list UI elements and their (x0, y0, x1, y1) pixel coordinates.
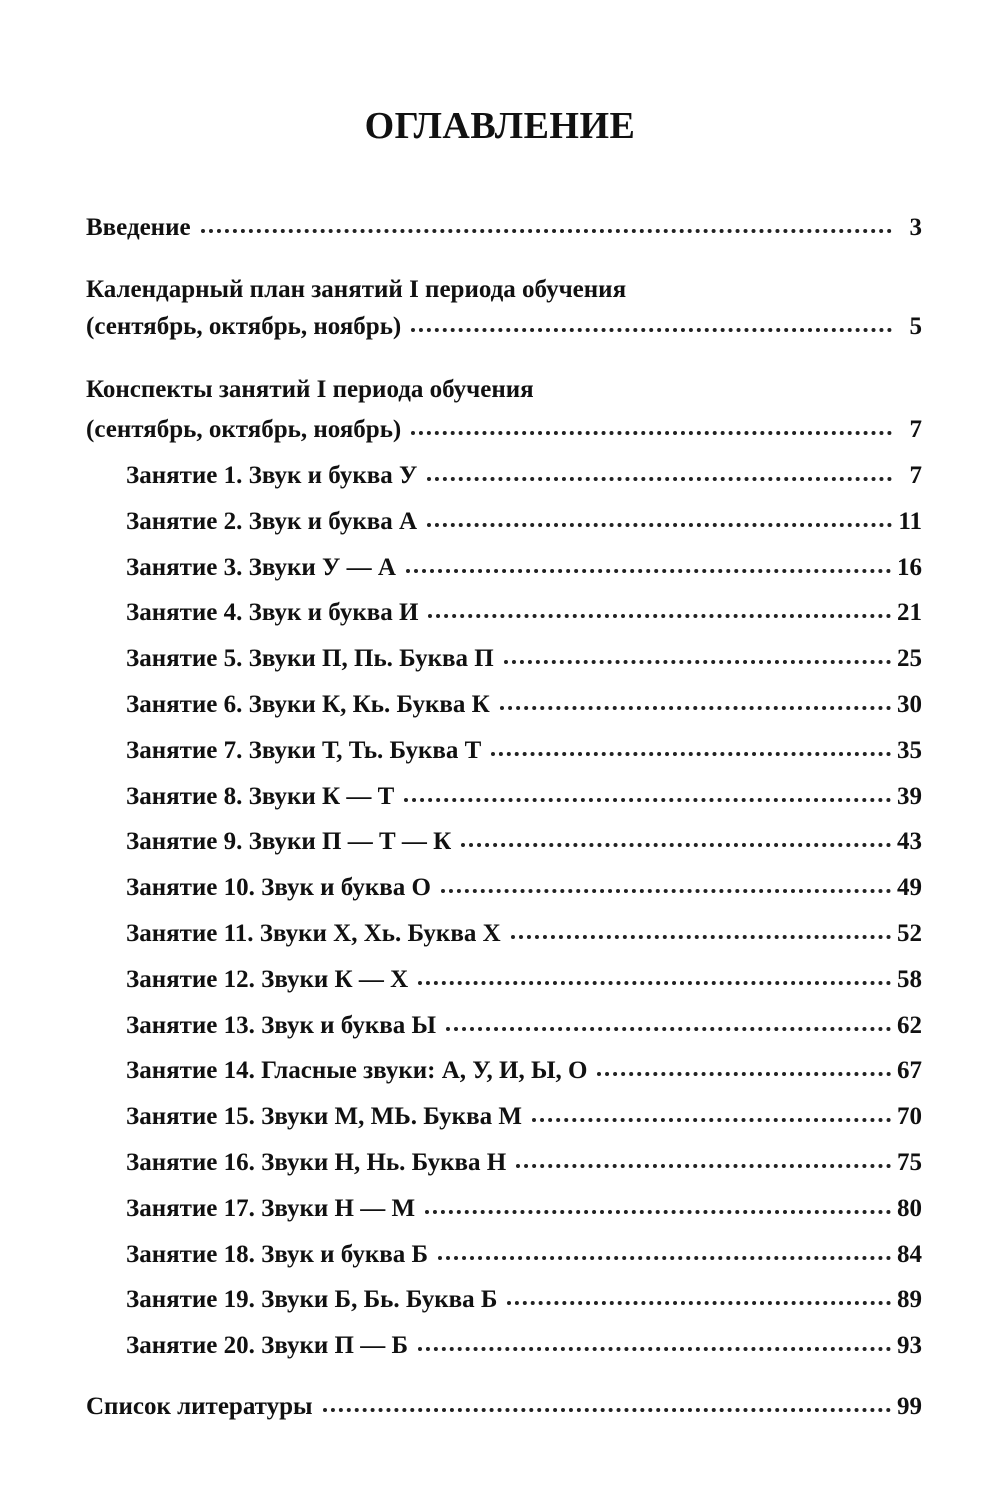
toc-entry-label: Занятие 15. Звуки М, МЬ. Буква М (126, 1103, 522, 1131)
toc-entry-label: Занятие 17. Звуки Н — М (126, 1194, 416, 1222)
dot-leader (411, 322, 892, 332)
toc-entry-page: 3 (909, 214, 922, 241)
toc-entry-notes-line1: Конспекты занятий I периода обучения (86, 376, 534, 403)
toc-entry-label: Занятие 11. Звуки Х, Хь. Буква Х (126, 920, 501, 947)
toc-entry-intro (86, 214, 922, 248)
toc-entry-lesson (126, 1286, 922, 1320)
toc-entry-page: 21 (897, 599, 922, 627)
toc-entry-page: 7 (909, 462, 922, 489)
dot-leader (446, 1021, 891, 1031)
toc-entry-lesson (126, 1332, 922, 1366)
toc-entry-page: 7 (909, 416, 922, 443)
dot-leader (428, 608, 891, 618)
toc-entry-page: 39 (897, 782, 922, 810)
dot-leader (406, 563, 891, 573)
toc-entry-page: 49 (897, 874, 922, 902)
toc-entry-label: Занятие 3. Звуки У — А (126, 553, 396, 581)
toc-entry-literature (86, 1393, 922, 1427)
toc-entry-label: Введение (86, 214, 191, 241)
toc-entry-lesson (126, 783, 922, 817)
toc-entry-lesson (126, 645, 922, 679)
toc-entry-page: 75 (897, 1149, 922, 1176)
dot-leader (438, 1250, 891, 1260)
toc-entry-page: 62 (897, 1011, 922, 1039)
toc-entry-label: Занятие 12. Звуки К — Х (126, 965, 409, 993)
toc-entry-label: Занятие 20. Звуки П — Б (126, 1332, 409, 1360)
dot-leader (411, 425, 892, 435)
toc-entry-label: Занятие 19. Звуки Б, Бь. Буква Б (126, 1286, 498, 1314)
toc-entry-label: Занятие 7. Звуки Т, Ть. Буква Т (126, 736, 482, 764)
toc-entry-label: Занятие 14. Гласные звуки: А, У, И, Ы, О (126, 1057, 588, 1085)
toc-entry-page: 25 (897, 645, 922, 673)
toc-entry-calendar (86, 313, 922, 347)
dot-leader (404, 792, 891, 802)
toc-entry-label: Занятие 2. Звук и буква А (126, 507, 418, 535)
dot-leader (427, 517, 892, 527)
toc-entry-page: 5 (909, 313, 922, 340)
dot-leader (323, 1402, 891, 1412)
toc-entry-page: 30 (897, 691, 922, 718)
toc-entry-lesson (126, 1103, 922, 1137)
toc-entry-lesson (126, 1057, 922, 1091)
toc-entry-calendar-line1: Календарный план занятий I периода обучения (86, 276, 627, 303)
toc-entry-page: 35 (897, 736, 922, 764)
dot-leader (532, 1112, 891, 1122)
toc-entry-label: Список литературы (86, 1393, 313, 1420)
toc-entry-lesson (126, 874, 922, 908)
toc-entry-page: 89 (897, 1286, 922, 1314)
toc-entry-label: Занятие 16. Звуки Н, Нь. Буква Н (126, 1149, 507, 1176)
toc-entry-page: 84 (897, 1240, 922, 1268)
toc-entry-lesson (126, 920, 922, 954)
dot-leader (425, 1204, 891, 1214)
toc-entry-label: Занятие 13. Звук и буква Ы (126, 1011, 437, 1039)
dot-leader (491, 746, 891, 756)
toc-entry-label: Занятие 6. Звуки К, Кь. Буква К (126, 691, 490, 718)
toc-entry-page: 93 (897, 1332, 922, 1360)
toc-entry-notes (86, 416, 922, 450)
toc-entry-page: 11 (898, 507, 922, 535)
dot-leader (500, 700, 891, 710)
toc-entry-page: 52 (897, 920, 922, 947)
toc-entry-lesson (126, 828, 922, 862)
toc-entry-label: Занятие 5. Звуки П, Пь. Буква П (126, 645, 494, 673)
toc-entry-label: Занятие 9. Звуки П — Т — К (126, 828, 452, 856)
page-title: ОГЛАВЛЕНИЕ (364, 105, 636, 147)
dot-leader (504, 654, 891, 664)
dot-leader (511, 929, 891, 939)
toc-entry-page: 99 (897, 1393, 922, 1420)
dot-leader (507, 1295, 891, 1305)
toc-entry-lesson (126, 737, 922, 771)
toc-entry-page: 43 (897, 828, 922, 856)
dot-leader (461, 837, 891, 847)
toc-entry-lesson (126, 599, 922, 633)
toc-entry-lesson (126, 1149, 922, 1183)
dot-leader (427, 471, 892, 481)
toc-entry-lesson (126, 554, 922, 588)
dot-leader (597, 1066, 891, 1076)
toc-entry-lesson (126, 1195, 922, 1229)
toc-entry-label: Занятие 18. Звук и буква Б (126, 1240, 429, 1268)
dot-leader (418, 1341, 891, 1351)
toc-entry-label: Занятие 8. Звуки К — Т (126, 782, 395, 810)
toc-entry-lesson (126, 1012, 922, 1046)
toc-entry-page: 58 (897, 965, 922, 993)
toc-entry-lesson (126, 462, 922, 496)
toc-entry-lesson (126, 691, 922, 725)
toc-entry-lesson (126, 508, 922, 542)
dot-leader (418, 975, 891, 985)
toc-entry-label: (сентябрь, октябрь, ноябрь) (86, 313, 402, 340)
toc-entry-label: Занятие 4. Звук и буква И (126, 599, 419, 627)
toc-entry-label: Занятие 1. Звук и буква У (126, 462, 418, 489)
toc-entry-page: 67 (897, 1057, 922, 1085)
toc-entry-lesson (126, 966, 922, 1000)
toc-entry-page: 16 (897, 553, 922, 581)
toc-entry-page: 70 (897, 1103, 922, 1131)
toc-entry-label: Занятие 10. Звук и буква О (126, 874, 431, 902)
dot-leader (441, 883, 891, 893)
dot-leader (201, 223, 892, 233)
dot-leader (516, 1158, 891, 1168)
toc-entry-label: (сентябрь, октябрь, ноябрь) (86, 416, 402, 443)
toc-entry-page: 80 (897, 1194, 922, 1222)
toc-entry-lesson (126, 1241, 922, 1275)
